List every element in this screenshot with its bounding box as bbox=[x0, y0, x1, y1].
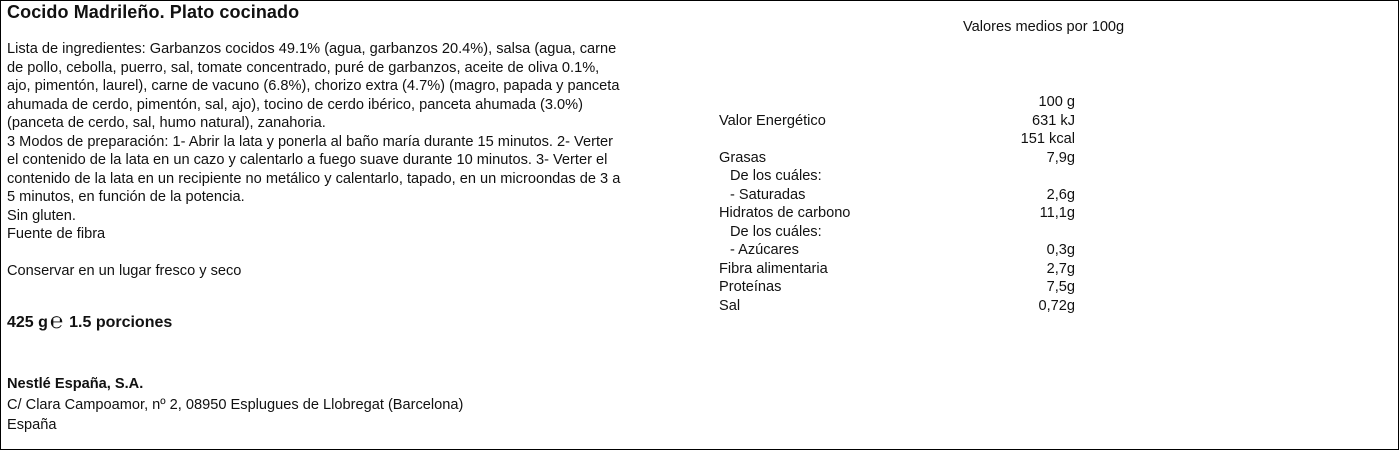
ingredients-line: ajo, pimentón, laurel), carne de vacuno (6.8%), chorizo extra (4.7%) (magro, papada y panceta bbox=[7, 78, 620, 94]
fiber-claim: Fuente de fibra bbox=[7, 226, 106, 242]
company-address: C/ Clara Campoamor, nº 2, 08950 Esplugues de Llobregat (Barcelona) bbox=[7, 396, 464, 413]
ingredients-block bbox=[7, 40, 707, 133]
nutrition-header: Valores medios por 100g bbox=[963, 19, 1125, 35]
gluten-claim: Sin gluten. bbox=[7, 207, 76, 224]
company-block bbox=[7, 374, 463, 436]
nutrition-label: Sal bbox=[719, 297, 741, 314]
ingredients-line: ahumada de cerdo, pimentón, sal, ajo), tocino de cerdo ibérico, panceta ahumada (3.0%) bbox=[7, 96, 583, 113]
nutrition-value: 11,1g bbox=[1039, 205, 1075, 221]
company-country: España bbox=[7, 417, 57, 433]
nutrition-row bbox=[719, 149, 1079, 168]
estimated-sign-icon: ℮ bbox=[49, 308, 64, 333]
nutrition-label: Valor Energético bbox=[719, 112, 826, 129]
nutrition-row bbox=[719, 93, 1079, 112]
nutrition-table bbox=[719, 93, 1079, 315]
nutrition-row bbox=[719, 130, 1079, 149]
nutrition-row bbox=[719, 204, 1079, 223]
preparation-line: 5 minutos, en función de la potencia. bbox=[7, 189, 245, 205]
nutrition-value: 631 kJ bbox=[1032, 112, 1075, 129]
nutrition-label: Proteínas bbox=[719, 279, 782, 295]
nutrition-value: 0,72g bbox=[1038, 297, 1075, 314]
nutrition-label: De los cuáles: bbox=[730, 223, 822, 240]
nutrition-label: Fibra alimentaria bbox=[719, 260, 828, 277]
storage-instruction: Conservar en un lugar fresco y seco bbox=[7, 262, 242, 279]
nutrition-row bbox=[719, 260, 1079, 279]
nutrition-label: Grasas bbox=[719, 149, 767, 166]
net-weight bbox=[7, 308, 173, 333]
preparation-block bbox=[7, 133, 707, 207]
nutrition-row bbox=[719, 223, 1079, 242]
nutrition-value: 100 g bbox=[1038, 94, 1075, 110]
preparation-line: contenido de la lata en un recipiente no metálico y calentarlo, tapado, en un microondas de 3 a bbox=[7, 170, 621, 187]
preparation-line: 3 Modos de preparación: 1- Abrir la lata y ponerla al baño maría durante 15 minutos. 2- Verter bbox=[7, 133, 613, 150]
nutrition-value: 7,9g bbox=[1046, 149, 1075, 166]
product-title: Cocido Madrileño. Plato cocinado bbox=[7, 2, 300, 22]
nutrition-row bbox=[719, 112, 1079, 131]
nutrition-value: 151 kcal bbox=[1020, 131, 1075, 147]
nutrition-row bbox=[719, 186, 1079, 205]
ingredients-line: Lista de ingredientes: Garbanzos cocidos 49.1% (agua, garbanzos 20.4%), salsa (agua, carne bbox=[7, 41, 617, 57]
nutrition-label: - Saturadas bbox=[730, 186, 806, 203]
nutrition-value: 2,7g bbox=[1046, 260, 1075, 277]
nutrition-value: 7,5g bbox=[1046, 279, 1075, 295]
weight-value: 425 g bbox=[7, 314, 48, 331]
nutrition-label: - Azúcares bbox=[730, 242, 799, 258]
nutrition-value: 2,6g bbox=[1046, 186, 1075, 203]
nutrition-row bbox=[719, 241, 1079, 260]
nutrition-label: De los cuáles: bbox=[730, 168, 822, 184]
nutrition-row bbox=[719, 167, 1079, 186]
left-column bbox=[7, 40, 707, 280]
ingredients-line: (panceta de cerdo, sal, humo natural), zanahoria. bbox=[7, 115, 326, 131]
nutrition-row bbox=[719, 278, 1079, 297]
spacer bbox=[7, 244, 707, 262]
ingredients-line: de pollo, cebolla, puerro, sal, tomate concentrado, puré de garbanzos, aceite de oliva 0.1%, bbox=[7, 59, 600, 76]
company-name: Nestlé España, S.A. bbox=[7, 376, 144, 392]
preparation-line: el contenido de la lata en un cazo y calentarlo a fuego suave durante 10 minutos. 3- Verter el bbox=[7, 152, 608, 168]
nutrition-value: 0,3g bbox=[1046, 242, 1075, 258]
portions-value: 1.5 porciones bbox=[69, 314, 173, 331]
nutrition-row bbox=[719, 297, 1079, 316]
nutrition-label: Hidratos de carbono bbox=[719, 205, 851, 221]
